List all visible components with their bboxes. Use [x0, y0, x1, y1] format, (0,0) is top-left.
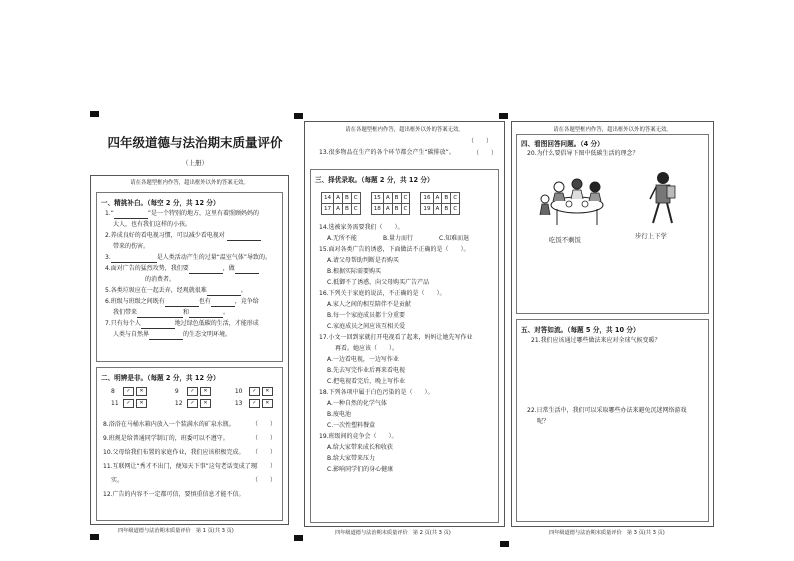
registration-mark — [294, 535, 303, 541]
option-row — [319, 233, 497, 244]
answer-blank[interactable] — [141, 321, 175, 329]
question-item: 13.很多物品在生产的各个环节都会产生“碳排放”。 — [319, 149, 455, 156]
question-item: 的消费者。 — [145, 276, 176, 283]
option[interactable]: A.一边看电视，一边写作业 — [327, 356, 399, 363]
section-multiple-choice — [310, 169, 499, 523]
question-stem: 18.下列各项中属于白色污染的是（ ）。 — [319, 389, 434, 396]
answer-paren[interactable]: （ ） — [468, 138, 493, 145]
false-box[interactable]: ✕ — [262, 399, 273, 408]
question-item: 9.班规是给普通同学制订的，班委可以不遵守。 — [103, 435, 229, 442]
answer-paren[interactable]: （ ） — [252, 477, 277, 484]
false-box[interactable]: ✕ — [136, 387, 147, 396]
option[interactable]: B.每一个家庭成员都十分重要 — [327, 312, 406, 319]
question-stem: 再看。她应该（ ）。 — [335, 345, 399, 352]
exam-subtitle: （上册） — [182, 159, 208, 167]
option[interactable]: B.根据实际需要购买 — [327, 268, 382, 275]
exam-title: 四年级道德与法治期末质量评价 — [107, 135, 283, 150]
question-stem: 21.我们应该通过哪些做法来应对全球气候变暖？ — [531, 337, 661, 344]
answer-blank[interactable] — [149, 332, 183, 340]
section-picture-question — [516, 134, 709, 314]
question-item: 人类与自然界 的生态文明环境。 — [113, 331, 232, 338]
registration-mark — [499, 113, 508, 119]
section-true-false — [96, 367, 283, 521]
option[interactable]: B.先去写完作业后再来看电视 — [327, 367, 406, 374]
question-item: 4.面对广告的猛烈攻势，我们要 ，做 — [105, 263, 271, 274]
registration-mark — [294, 113, 303, 119]
answer-note: 请在各题型框内作答，超出框外以外的答案无效。 — [553, 127, 672, 133]
question-stem: 22.日常生活中，我们可以采取哪些办法来避免沉迷网络游戏 — [527, 407, 687, 414]
section-heading: 一、精挑补白。（每空 2 分，共 12 分） — [101, 199, 220, 207]
true-box[interactable]: ✓ — [249, 399, 260, 408]
registration-mark — [90, 534, 99, 540]
question-item: 2.养成良好的看电视习惯，可以减少看电视对 — [105, 230, 271, 241]
page-footer: 四年级道德与法治期末质量评价 第 2 页(共 3 页) — [335, 530, 451, 536]
false-box[interactable]: ✕ — [136, 399, 147, 408]
section-heading: 二、明辨是非。（每题 2 分，共 12 分） — [101, 374, 220, 382]
false-box[interactable]: ✕ — [200, 399, 211, 408]
caption-no-leftover: 吃饭不剩饭 — [549, 236, 581, 244]
answer-blank[interactable] — [137, 310, 183, 318]
illustration-family-dinner — [537, 175, 617, 227]
answer-column-2 — [304, 121, 505, 527]
question-item: 1.“ ”是一个特别的地方，这里有着照顾妈妈的 — [105, 210, 259, 217]
option[interactable]: B.给大家带来压力 — [327, 455, 376, 462]
registration-mark — [500, 541, 509, 547]
question-stem: 17.小文一回到家就打开电视看了起来，妈妈让她先写作业 — [319, 334, 473, 341]
true-box[interactable]: ✓ — [187, 387, 198, 396]
option[interactable]: C.抵御不了诱惑，向父母购买广告产品 — [327, 279, 430, 286]
answer-paren[interactable]: （ ） — [473, 150, 498, 157]
section-fill-in — [96, 192, 283, 362]
true-box[interactable]: ✓ — [249, 387, 260, 396]
option[interactable]: A.一种自然的化学气体 — [327, 400, 387, 407]
question-stem: 14.选被家务需要我们（ ）。 — [319, 224, 404, 231]
answer-blank[interactable] — [189, 310, 223, 318]
registration-mark — [90, 111, 99, 117]
option[interactable]: C.知难而退 — [439, 235, 470, 242]
question-stem: 16.下列关于家庭的说法，不正确的是（ ）。 — [319, 290, 446, 297]
option[interactable]: C.把电视看完后，晚上写作业 — [327, 378, 406, 385]
false-box[interactable]: ✕ — [200, 387, 211, 396]
answer-blank[interactable] — [211, 299, 235, 307]
question-stem: 20.为什么要倡导下图中低碳生活的理念？ — [527, 150, 639, 157]
answer-column-3 — [511, 121, 714, 527]
caption-walk-to-school: 步行上下学 — [635, 232, 667, 240]
answer-blank[interactable] — [227, 233, 261, 241]
section-heading: 三、择优录取。（每题 2 分，共 12 分） — [315, 176, 434, 184]
answer-blank[interactable] — [189, 266, 223, 274]
question-item: 7.只有每个人 地过绿色低碳的生活，才能形成 — [105, 320, 259, 327]
page-footer: 四年级道德与法治期末质量评价 第 3 页(共 3 页) — [549, 530, 665, 536]
true-box[interactable]: ✓ — [123, 387, 134, 396]
answer-blank[interactable] — [165, 299, 199, 307]
answer-paren[interactable]: （ ） — [252, 421, 277, 428]
option[interactable]: A.请父母帮助判断是否购买 — [327, 257, 399, 264]
answer-column-1 — [90, 175, 289, 525]
option[interactable]: A.给大家带来成长和收获 — [327, 444, 393, 451]
question-item: 10.父母给我们布置的家庭作业，我们应该积极完成。 — [103, 449, 245, 456]
question-stem: 19.班级间的竞争会（ ）。 — [319, 433, 398, 440]
illustration-walking-student — [643, 171, 683, 227]
answer-paren[interactable]: （ ） — [252, 449, 277, 456]
question-item: 12.广告的内容不一定都可信，要慎重信息才能不信。 — [103, 491, 245, 498]
section-heading: 四、看图回答问题。（4 分） — [521, 140, 604, 148]
section-heading: 五、对答如流。（每题 5 分，共 10 分） — [521, 326, 640, 334]
option[interactable]: C.家庭成员之间应该互相关爱 — [327, 323, 406, 330]
option[interactable]: A.家人之间的相互陪伴不是贡献 — [327, 301, 411, 308]
true-false-answer-grid: 8 ✓ ✕ 9 ✓ ✕ 10 ✓ ✕ 11 ✓ ✕ 12 ✓ ✕ 13 ✓ ✕ — [111, 386, 273, 410]
question-item: 5.各类垃圾应在一起丢弃，经观就很难 。 — [105, 287, 247, 294]
question-stem: 呢？ — [537, 418, 550, 425]
section-short-answer — [516, 319, 709, 522]
answer-note: 请在各题型框内作答，超出框外以外的答案无效。 — [345, 127, 464, 133]
choice-answer-grid: 14 A B C 15 A B C 16 A B C 17 A B C 18 A B C 19 A B C — [321, 192, 460, 215]
answer-note: 请在各题型框内作答，超出框外以外的答案无效。 — [130, 180, 249, 186]
true-box[interactable]: ✓ — [123, 399, 134, 408]
option[interactable]: C.一次性塑料餐盒 — [327, 422, 376, 429]
question-item: 6.班级与班级之间既有 也有 ，竞争给 — [105, 298, 259, 305]
false-box[interactable]: ✕ — [262, 387, 273, 396]
question-item: 8.浴浴在马桶水箱内放入一个装满水的矿泉水瓶。 — [103, 421, 235, 428]
answer-blank[interactable] — [235, 266, 259, 274]
question-item: 带来的伤害。 — [113, 243, 150, 250]
question-item: 大人，也有我们这样的小孩。 — [113, 221, 192, 228]
option[interactable]: B.量力而行 — [383, 235, 414, 242]
answer-blank[interactable] — [207, 288, 241, 296]
option[interactable]: A.无所不能 — [327, 235, 357, 242]
question-item: 11.互联网让“秀才不出门，便知天下事”这句老话变成了现 — [103, 463, 257, 470]
option[interactable]: B.废电池 — [327, 411, 352, 418]
question-stem: 15.面对各类广告的诱惑，下面做法不正确的是（ ）。 — [319, 246, 470, 253]
answer-paren[interactable]: （ ） — [252, 463, 277, 470]
option[interactable]: C.影响同学们的身心健康 — [327, 466, 394, 473]
page-footer: 四年级道德与法治期末质量评价 第 1 页(共 3 页) — [118, 528, 234, 534]
true-box[interactable]: ✓ — [187, 399, 198, 408]
question-item: 我们带来 和 。 — [113, 309, 230, 316]
answer-blank[interactable] — [114, 211, 148, 219]
question-item: 3. 是人类活动产生的过量“温室气体”导致的。 — [105, 254, 271, 261]
question-item: 实。 — [111, 477, 124, 484]
answer-paren[interactable]: （ ） — [252, 435, 277, 442]
answer-blank[interactable] — [111, 255, 157, 263]
